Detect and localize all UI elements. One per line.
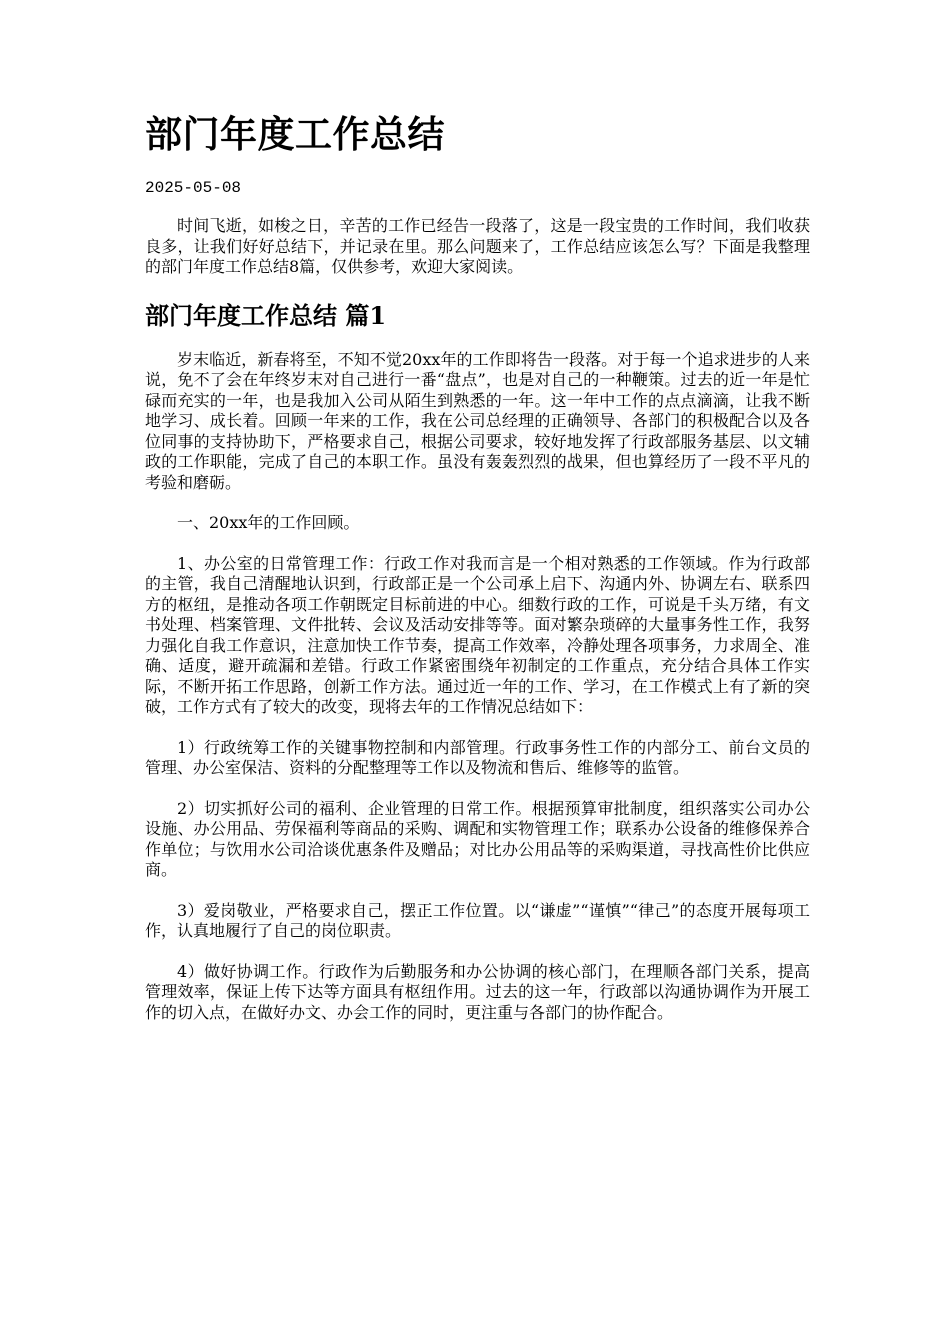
body-paragraph: 一、20xx年的工作回顾。	[177, 513, 360, 532]
document-page	[145, 110, 810, 1043]
body-paragraph: 2）切实抓好公司的福利、企业管理的日常工作。根据预算审批制度，组织落实公司办公设施、办公用品、劳保福利等商品的采购、调配和实物管理工作；联系办公设备的维修保养合作单位；与饮用水公司洽谈优惠条件及赠品；对比办公用品等的采购渠道，寻找高性价比供应商。	[145, 798, 810, 879]
body-paragraph: 3）爱岗敬业，严格要求自己，摆正工作位置。以“谦虚”“谨慎”“律己”的态度开展每项工作，认真地履行了自己的岗位职责。	[145, 900, 810, 940]
body-paragraph: 岁末临近，新春将至，不知不觉20xx年的工作即将告一段落。对于每一个追求进步的人来说，免不了会在年终岁末对自己进行一番“盘点”，也是对自己的一种鞭策。过去的近一年是忙碌而充实的一年，也是我加入公司从陌生到熟悉的一年。这一年中工作的点点滴滴，让我不断地学习、成长着。回顾一年来的工作，我在公司总经理的正确领导、各部门的积极配合以及各位同事的支持协助下，严格要求自己，根据公司要求，较好地发挥了行政部服务基层、以文辅政的工作职能，完成了自己的本职工作。虽没有轰轰烈烈的战果，但也算经历了一段不平凡的考验和磨砺。	[145, 349, 810, 492]
body-paragraph: 1、办公室的日常管理工作：行政工作对我而言是一个相对熟悉的工作领域。作为行政部的主管，我自己清醒地认识到，行政部正是一个公司承上启下、沟通内外、协调左右、联系四方的枢纽，是推动各项工作朝既定目标前进的中心。细数行政的工作，可说是千头万绪，有文书处理、档案管理、文件批转、会议及活动安排等等。面对繁杂琐碎的大量事务性工作，我努力强化自我工作意识，注意加快工作节奏，提高工作效率，冷静处理各项事务，力求周全、准确、适度，避开疏漏和差错。行政工作紧密围绕年初制定的工作重点，充分结合具体工作实际，不断开拓工作思路，创新工作方法。通过近一年的工作、学习，在工作模式上有了新的突破，工作方式有了较大的改变，现将去年的工作情况总结如下：	[145, 553, 810, 716]
page-title: 部门年度工作总结	[145, 112, 445, 156]
intro-paragraph: 时间飞逝，如梭之日，辛苦的工作已经告一段落了，这是一段宝贵的工作时间，我们收获良多，让我们好好总结下，并记录在里。那么问题来了，工作总结应该怎么写？下面是我整理的部门年度工作总结8篇，仅供参考，欢迎大家阅读。	[145, 216, 810, 276]
publish-date: 2025-05-08	[145, 179, 242, 197]
section-heading: 部门年度工作总结 篇1	[145, 300, 387, 330]
body-paragraph: 1）行政统筹工作的关键事物控制和内部管理。行政事务性工作的内部分工、前台文员的管理、办公室保洁、资料的分配整理等工作以及物流和售后、维修等的监管。	[145, 737, 810, 777]
body-paragraph: 4）做好协调工作。行政作为后勤服务和办公协调的核心部门，在理顺各部门关系，提高管理效率，保证上传下达等方面具有枢纽作用。过去的这一年，行政部以沟通协调作为开展工作的切入点，在做好办文、办会工作的同时，更注重与各部门的协作配合。	[145, 961, 810, 1022]
